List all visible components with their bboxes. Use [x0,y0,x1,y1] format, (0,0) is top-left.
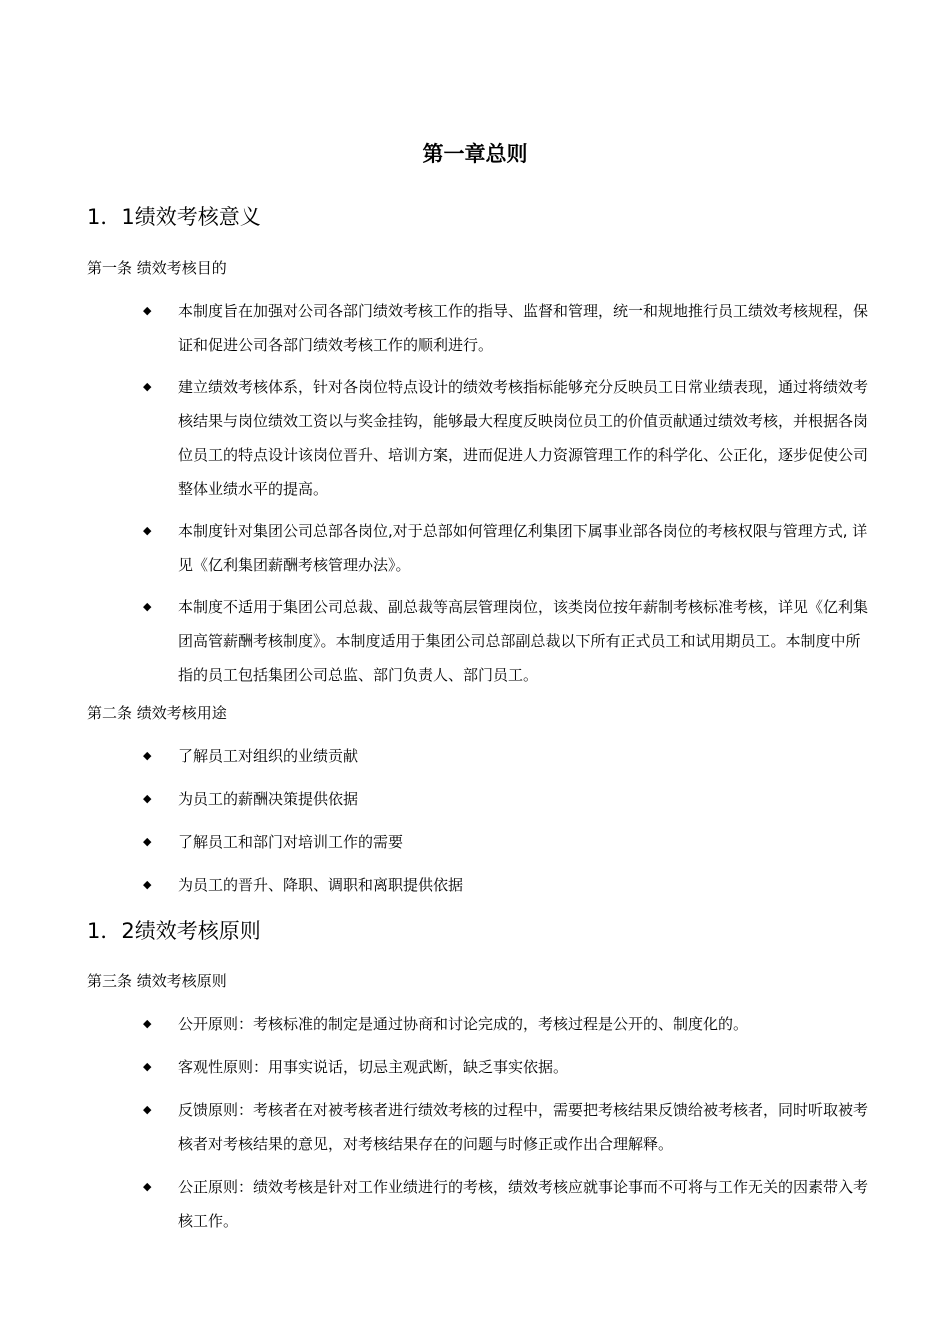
article-1-list [140,294,870,692]
diamond-bullet-icon: ◆ [143,878,152,891]
article-heading-1: 第一条 绩效考核目的 [87,259,227,277]
list-item [140,739,870,773]
list-item-text: 了解员工对组织的业绩贡献 [178,747,359,765]
list-item-text: 本制度旨在加强对公司各部门绩效考核工作的指导、监督和管理，统一和规地推行员工绩效考核规程，保证和促进公司各部门绩效考核工作的顺利进行。 [178,302,869,354]
diamond-bullet-icon: ◆ [143,1180,152,1193]
section-heading-1-2: 1．2绩效考核原则 [87,919,261,943]
list-item-text: 本制度不适用于集团公司总裁、副总裁等高层管理岗位，该类岗位按年薪制考核标准考核，详见《亿利集团高管薪酬考核制度》。本制度适用于集团公司总部副总裁以下所有正式员工和试用期员工。本制度中所指的员工包括集团公司总监、部门负责人、部门员工。 [178,598,869,684]
list-item [140,825,870,859]
diamond-bullet-icon: ◆ [143,600,152,613]
article-heading-2: 第二条 绩效考核用途 [87,704,227,722]
list-item-text: 为员工的薪酬决策提供依据 [178,790,359,808]
diamond-bullet-icon: ◆ [143,524,152,537]
section-heading-1-1: 1．1绩效考核意义 [87,205,261,229]
list-item-text: 客观性原则：用事实说话，切忌主观武断，缺乏事实依据。 [178,1058,569,1076]
list-item [140,514,870,582]
chapter-title: 第一章总则 [422,142,528,166]
list-item [140,782,870,816]
article-3-list [140,1007,870,1238]
list-item [140,1007,870,1041]
list-item [140,294,870,362]
list-item-text: 了解员工和部门对培训工作的需要 [178,833,404,851]
diamond-bullet-icon: ◆ [143,1017,152,1030]
diamond-bullet-icon: ◆ [143,304,152,317]
diamond-bullet-icon: ◆ [143,835,152,848]
list-item [140,1093,870,1161]
list-item-text: 公正原则：绩效考核是针对工作业绩进行的考核，绩效考核应就事论事而不可将与工作无关的因素带入考核工作。 [178,1178,869,1230]
list-item-text: 公开原则：考核标准的制定是通过协商和讨论完成的，考核过程是公开的、制度化的。 [178,1015,749,1033]
diamond-bullet-icon: ◆ [143,792,152,805]
article-heading-3: 第三条 绩效考核原则 [87,972,227,990]
list-item-text: 本制度针对集团公司总部各岗位,对于总部如何管理亿利集团下属事业部各岗位的考核权限与管理方式, 详见《亿利集团薪酬考核管理办法》。 [178,522,868,574]
list-item-text: 为员工的晋升、降职、调职和离职提供依据 [178,876,464,894]
list-item-text: 建立绩效考核体系，针对各岗位特点设计的绩效考核指标能够充分反映员工日常业绩表现，通过将绩效考核结果与岗位绩效工资以与奖金挂钩，能够最大程度反映岗位员工的价值贡献通过绩效考核，并根据各岗位员工的特点设计该岗位晋升、培训方案，进而促进人力资源管理工作的科学化、公正化，逐步促使公司整体业绩水平的提高。 [178,378,869,498]
diamond-bullet-icon: ◆ [143,1103,152,1116]
diamond-bullet-icon: ◆ [143,380,152,393]
diamond-bullet-icon: ◆ [143,1060,152,1073]
list-item [140,868,870,902]
list-item-text: 反馈原则：考核者在对被考核者进行绩效考核的过程中，需要把考核结果反馈给被考核者，同时听取被考核者对考核结果的意见，对考核结果存在的问题与时修正或作出合理解释。 [178,1101,869,1153]
list-item [140,370,870,506]
list-item [140,1050,870,1084]
list-item [140,590,870,692]
diamond-bullet-icon: ◆ [143,749,152,762]
list-item [140,1170,870,1238]
article-2-list [140,739,870,902]
